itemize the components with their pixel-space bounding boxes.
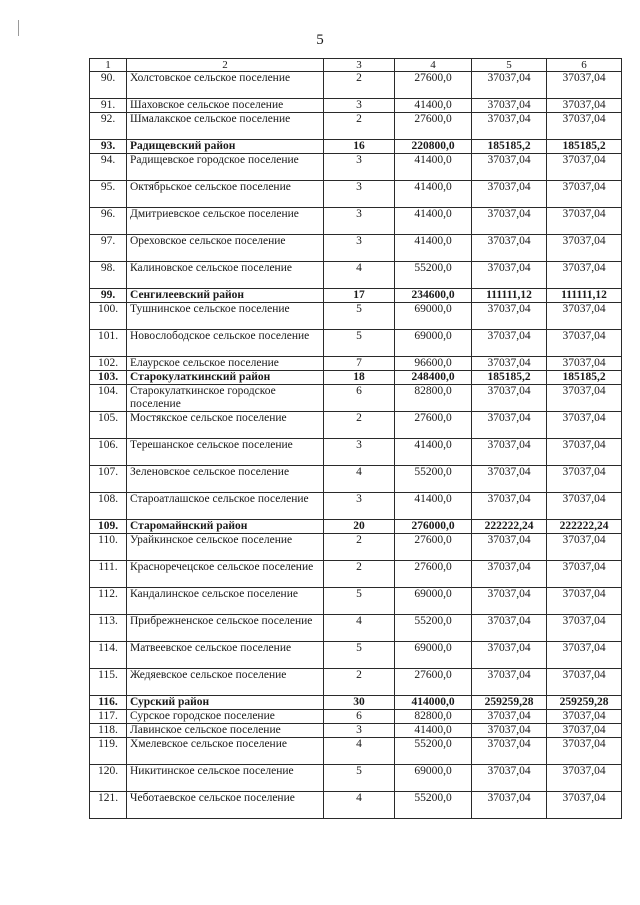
row-number: 97.: [90, 235, 127, 262]
row-col-3: 3: [324, 99, 395, 113]
row-col-6: 37037,04: [547, 113, 622, 140]
row-col-5: 37037,04: [472, 385, 547, 412]
row-col-5: 37037,04: [472, 412, 547, 439]
row-number: 119.: [90, 738, 127, 765]
row-name: Сурское городское поселение: [127, 710, 324, 724]
row-name: Елаурское сельское поселение: [127, 357, 324, 371]
row-col-5: 111111,12: [472, 289, 547, 303]
row-name: Радищевское городское поселение: [127, 154, 324, 181]
row-col-6: 37037,04: [547, 330, 622, 357]
table-row: [90, 72, 622, 99]
table-row: [90, 561, 622, 588]
table-row: [90, 615, 622, 642]
row-col-5: 37037,04: [472, 262, 547, 289]
table-row: [90, 738, 622, 765]
row-number: 116.: [90, 696, 127, 710]
table-row: [90, 154, 622, 181]
row-col-6: 37037,04: [547, 642, 622, 669]
row-col-4: 55200,0: [395, 792, 472, 819]
row-col-4: 41400,0: [395, 493, 472, 520]
row-col-6: 37037,04: [547, 439, 622, 466]
table-row: [90, 357, 622, 371]
row-col-6: 37037,04: [547, 412, 622, 439]
row-number: 92.: [90, 113, 127, 140]
table-row: [90, 235, 622, 262]
row-col-5: 37037,04: [472, 724, 547, 738]
table-row: [90, 113, 622, 140]
row-col-3: 30: [324, 696, 395, 710]
row-col-6: 37037,04: [547, 765, 622, 792]
row-name: Новослободское сельское поселение: [127, 330, 324, 357]
row-col-3: 3: [324, 724, 395, 738]
row-col-5: 37037,04: [472, 534, 547, 561]
row-col-5: 37037,04: [472, 588, 547, 615]
row-col-6: 37037,04: [547, 588, 622, 615]
row-name: Старокулаткинское городское поселение: [127, 385, 324, 412]
row-col-3: 4: [324, 466, 395, 493]
row-col-5: 37037,04: [472, 439, 547, 466]
row-number: 118.: [90, 724, 127, 738]
row-col-3: 5: [324, 303, 395, 330]
row-col-5: 37037,04: [472, 561, 547, 588]
row-col-4: 69000,0: [395, 303, 472, 330]
row-name: Октябрьское сельское поселение: [127, 181, 324, 208]
row-col-4: 69000,0: [395, 330, 472, 357]
row-name: Тушнинское сельское поселение: [127, 303, 324, 330]
row-col-3: 2: [324, 534, 395, 561]
row-name: Лавинское сельское поселение: [127, 724, 324, 738]
row-col-4: 41400,0: [395, 208, 472, 235]
row-name: Прибрежненское сельское поселение: [127, 615, 324, 642]
row-number: 99.: [90, 289, 127, 303]
row-col-5: 37037,04: [472, 466, 547, 493]
row-col-5: 37037,04: [472, 642, 547, 669]
row-col-6: 37037,04: [547, 357, 622, 371]
row-number: 95.: [90, 181, 127, 208]
row-number: 105.: [90, 412, 127, 439]
district-row: [90, 696, 622, 710]
header-col-1: 1: [90, 59, 127, 72]
row-col-5: 222222,24: [472, 520, 547, 534]
row-col-5: 37037,04: [472, 181, 547, 208]
table-row: [90, 303, 622, 330]
table-row: [90, 588, 622, 615]
row-col-4: 27600,0: [395, 534, 472, 561]
row-col-4: 27600,0: [395, 561, 472, 588]
row-col-3: 4: [324, 738, 395, 765]
row-number: 100.: [90, 303, 127, 330]
row-name: Дмитриевское сельское поселение: [127, 208, 324, 235]
row-col-5: 185185,2: [472, 140, 547, 154]
row-col-3: 18: [324, 371, 395, 385]
row-col-3: 7: [324, 357, 395, 371]
row-col-6: 37037,04: [547, 615, 622, 642]
row-col-6: 37037,04: [547, 385, 622, 412]
table-row: [90, 412, 622, 439]
row-col-3: 6: [324, 710, 395, 724]
row-col-3: 3: [324, 439, 395, 466]
row-col-6: 37037,04: [547, 724, 622, 738]
row-col-3: 2: [324, 72, 395, 99]
row-name: Хмелевское сельское поселение: [127, 738, 324, 765]
row-col-6: 37037,04: [547, 181, 622, 208]
row-col-3: 16: [324, 140, 395, 154]
district-row: [90, 520, 622, 534]
row-col-6: 37037,04: [547, 99, 622, 113]
row-col-3: 2: [324, 561, 395, 588]
row-col-3: 3: [324, 208, 395, 235]
table-row: [90, 439, 622, 466]
row-number: 109.: [90, 520, 127, 534]
row-number: 112.: [90, 588, 127, 615]
header-col-5: 5: [472, 59, 547, 72]
row-number: 90.: [90, 72, 127, 99]
table-row: [90, 669, 622, 696]
row-name: Кандалинское сельское поселение: [127, 588, 324, 615]
row-col-5: 37037,04: [472, 99, 547, 113]
row-col-4: 27600,0: [395, 113, 472, 140]
row-col-5: 37037,04: [472, 615, 547, 642]
row-col-4: 55200,0: [395, 466, 472, 493]
row-col-5: 37037,04: [472, 154, 547, 181]
allocation-table: [89, 58, 622, 819]
row-col-4: 220800,0: [395, 140, 472, 154]
row-col-4: 82800,0: [395, 710, 472, 724]
table-row: [90, 181, 622, 208]
row-col-4: 276000,0: [395, 520, 472, 534]
row-number: 120.: [90, 765, 127, 792]
row-col-3: 5: [324, 330, 395, 357]
row-col-6: 185185,2: [547, 140, 622, 154]
row-number: 113.: [90, 615, 127, 642]
row-name: Матвеевское сельское поселение: [127, 642, 324, 669]
row-col-6: 37037,04: [547, 792, 622, 819]
row-number: 110.: [90, 534, 127, 561]
row-name: Староатлашское сельское поселение: [127, 493, 324, 520]
row-name: Жедяевское сельское поселение: [127, 669, 324, 696]
row-name: Старомайнский район: [127, 520, 324, 534]
row-col-6: 37037,04: [547, 738, 622, 765]
row-col-4: 41400,0: [395, 181, 472, 208]
row-col-6: 37037,04: [547, 669, 622, 696]
table-row: [90, 724, 622, 738]
row-col-5: 37037,04: [472, 792, 547, 819]
row-col-5: 37037,04: [472, 738, 547, 765]
row-name: Ореховское сельское поселение: [127, 235, 324, 262]
district-row: [90, 289, 622, 303]
table-row: [90, 493, 622, 520]
row-col-3: 4: [324, 792, 395, 819]
row-number: 117.: [90, 710, 127, 724]
row-col-5: 37037,04: [472, 303, 547, 330]
row-col-4: 55200,0: [395, 738, 472, 765]
row-col-6: 37037,04: [547, 561, 622, 588]
row-name: Холстовское сельское поселение: [127, 72, 324, 99]
row-number: 102.: [90, 357, 127, 371]
row-number: 103.: [90, 371, 127, 385]
header-col-4: 4: [395, 59, 472, 72]
row-col-6: 37037,04: [547, 493, 622, 520]
row-col-4: 248400,0: [395, 371, 472, 385]
row-col-6: 222222,24: [547, 520, 622, 534]
row-name: Терешанское сельское поселение: [127, 439, 324, 466]
row-col-4: 27600,0: [395, 72, 472, 99]
row-col-4: 41400,0: [395, 154, 472, 181]
row-number: 111.: [90, 561, 127, 588]
row-col-3: 2: [324, 412, 395, 439]
header-col-6: 6: [547, 59, 622, 72]
row-col-4: 27600,0: [395, 412, 472, 439]
table-row: [90, 208, 622, 235]
row-name: Мостякское сельское поселение: [127, 412, 324, 439]
row-name: Радищевский район: [127, 140, 324, 154]
row-col-6: 259259,28: [547, 696, 622, 710]
table-row: [90, 765, 622, 792]
row-col-5: 37037,04: [472, 208, 547, 235]
table-row: [90, 466, 622, 493]
row-col-6: 37037,04: [547, 466, 622, 493]
row-name: Сурский район: [127, 696, 324, 710]
row-col-4: 69000,0: [395, 642, 472, 669]
row-name: Чеботаевское сельское поселение: [127, 792, 324, 819]
row-col-4: 41400,0: [395, 99, 472, 113]
row-number: 115.: [90, 669, 127, 696]
district-row: [90, 140, 622, 154]
row-name: Сенгилеевский район: [127, 289, 324, 303]
row-col-6: 37037,04: [547, 534, 622, 561]
table-row: [90, 792, 622, 819]
row-col-6: 185185,2: [547, 371, 622, 385]
row-name: Зеленовское сельское поселение: [127, 466, 324, 493]
row-col-3: 5: [324, 642, 395, 669]
row-name: Урайкинское сельское поселение: [127, 534, 324, 561]
row-col-5: 37037,04: [472, 710, 547, 724]
row-number: 93.: [90, 140, 127, 154]
row-col-3: 3: [324, 154, 395, 181]
row-number: 101.: [90, 330, 127, 357]
row-name: Красноречецское сельское поселение: [127, 561, 324, 588]
row-col-5: 37037,04: [472, 72, 547, 99]
row-number: 98.: [90, 262, 127, 289]
row-col-4: 414000,0: [395, 696, 472, 710]
row-number: 96.: [90, 208, 127, 235]
row-col-3: 20: [324, 520, 395, 534]
row-col-6: 37037,04: [547, 235, 622, 262]
row-col-3: 3: [324, 235, 395, 262]
table-row: [90, 330, 622, 357]
header-col-3: 3: [324, 59, 395, 72]
row-col-3: 17: [324, 289, 395, 303]
table-row: [90, 534, 622, 561]
row-number: 106.: [90, 439, 127, 466]
row-col-3: 3: [324, 181, 395, 208]
row-name: Шмалакское сельское поселение: [127, 113, 324, 140]
row-number: 104.: [90, 385, 127, 412]
row-col-4: 69000,0: [395, 765, 472, 792]
row-col-6: 37037,04: [547, 154, 622, 181]
row-col-6: 37037,04: [547, 208, 622, 235]
row-name: Никитинское сельское поселение: [127, 765, 324, 792]
row-col-4: 82800,0: [395, 385, 472, 412]
row-col-5: 185185,2: [472, 371, 547, 385]
row-col-3: 5: [324, 588, 395, 615]
row-col-4: 41400,0: [395, 724, 472, 738]
table-body: [90, 59, 622, 819]
row-number: 94.: [90, 154, 127, 181]
row-col-4: 96600,0: [395, 357, 472, 371]
row-col-3: 6: [324, 385, 395, 412]
table-row: [90, 710, 622, 724]
district-row: [90, 371, 622, 385]
row-number: 121.: [90, 792, 127, 819]
row-col-4: 69000,0: [395, 588, 472, 615]
row-col-6: 111111,12: [547, 289, 622, 303]
row-col-5: 259259,28: [472, 696, 547, 710]
header-col-2: 2: [127, 59, 324, 72]
row-col-4: 41400,0: [395, 439, 472, 466]
row-number: 107.: [90, 466, 127, 493]
table-header-row: [90, 59, 622, 72]
table-row: [90, 99, 622, 113]
row-col-5: 37037,04: [472, 330, 547, 357]
row-number: 91.: [90, 99, 127, 113]
page-number: 5: [316, 32, 324, 48]
table-row: [90, 385, 622, 412]
row-number: 108.: [90, 493, 127, 520]
row-col-6: 37037,04: [547, 303, 622, 330]
row-col-4: 41400,0: [395, 235, 472, 262]
row-col-5: 37037,04: [472, 493, 547, 520]
row-col-6: 37037,04: [547, 710, 622, 724]
row-col-3: 3: [324, 493, 395, 520]
row-col-3: 4: [324, 615, 395, 642]
row-col-6: 37037,04: [547, 262, 622, 289]
row-col-4: 234600,0: [395, 289, 472, 303]
row-name: Калиновское сельское поселение: [127, 262, 324, 289]
row-col-3: 2: [324, 669, 395, 696]
row-col-5: 37037,04: [472, 235, 547, 262]
row-col-5: 37037,04: [472, 113, 547, 140]
row-col-6: 37037,04: [547, 72, 622, 99]
row-col-3: 2: [324, 113, 395, 140]
row-name: Шаховское сельское поселение: [127, 99, 324, 113]
row-col-5: 37037,04: [472, 669, 547, 696]
scan-edge-mark: [18, 20, 19, 36]
row-col-4: 27600,0: [395, 669, 472, 696]
row-name: Старокулаткинский район: [127, 371, 324, 385]
row-col-5: 37037,04: [472, 357, 547, 371]
row-col-3: 4: [324, 262, 395, 289]
table-row: [90, 642, 622, 669]
row-col-3: 5: [324, 765, 395, 792]
row-col-5: 37037,04: [472, 765, 547, 792]
table-row: [90, 262, 622, 289]
row-col-4: 55200,0: [395, 615, 472, 642]
row-number: 114.: [90, 642, 127, 669]
row-col-4: 55200,0: [395, 262, 472, 289]
